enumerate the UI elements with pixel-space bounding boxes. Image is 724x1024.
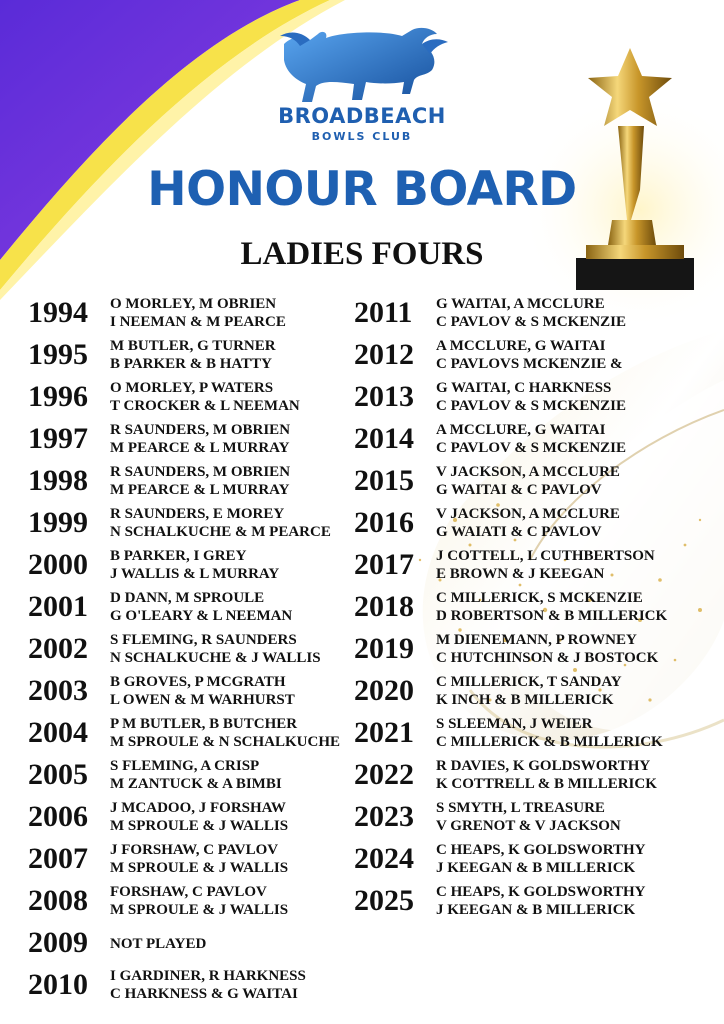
- honour-entry-2017: [354, 546, 694, 588]
- honour-entry-2020: [354, 672, 694, 714]
- entry-winners-line1: M DIENEMANN, P ROWNEY: [436, 632, 637, 648]
- entry-year: 2015: [354, 464, 414, 497]
- entry-year: 1995: [28, 338, 88, 371]
- entry-year: 2024: [354, 842, 414, 875]
- entry-winners-line2: D ROBERTSON & B MILLERICK: [436, 608, 668, 624]
- entry-winners-line2: V GRENOT & V JACKSON: [436, 818, 621, 834]
- entry-winners-line1: R SAUNDERS, E MOREY: [110, 506, 285, 522]
- entry-winners-line1: S SLEEMAN, J WEIER: [436, 716, 593, 732]
- entry-winners-line1: I GARDINER, R HARKNESS: [110, 968, 306, 984]
- entry-winners-line1: J COTTELL, L CUTHBERTSON: [436, 548, 655, 564]
- entry-winners-line2: N SCHALKUCHE & J WALLIS: [110, 650, 321, 666]
- entry-year: 2004: [28, 716, 88, 749]
- entry-winners-line2: M ZANTUCK & A BIMBI: [110, 776, 282, 792]
- honour-entry-2010: [28, 966, 368, 1008]
- entry-winners-line1: C HEAPS, K GOLDSWORTHY: [436, 884, 646, 900]
- entry-year: 2023: [354, 800, 414, 833]
- entry-winners-line1: C MILLERICK, S MCKENZIE: [436, 590, 643, 606]
- entry-winners-line2: C MILLERICK & B MILLERICK: [436, 734, 663, 750]
- honour-entry-2013: [354, 378, 694, 420]
- entry-winners-line1: C MILLERICK, T SANDAY: [436, 674, 622, 690]
- honour-entry-1995: [28, 336, 368, 378]
- honour-entry-1998: [28, 462, 368, 504]
- entry-winners-line2: G WAIATI & C PAVLOV: [436, 524, 602, 540]
- entry-winners-line2: M SPROULE & N SCHALKUCHE: [110, 734, 341, 750]
- club-logo: [262, 24, 462, 152]
- entry-winners-line1: A MCCLURE, G WAITAI: [436, 422, 606, 438]
- honour-entry-2004: [28, 714, 368, 756]
- entry-winners-line2: J WALLIS & L MURRAY: [110, 566, 280, 582]
- entry-year: 2013: [354, 380, 414, 413]
- entry-year: 2005: [28, 758, 88, 791]
- honour-entry-2025: [354, 882, 694, 924]
- honour-entry-2009: [28, 924, 368, 966]
- honour-entry-2012: [354, 336, 694, 378]
- entry-winners-line2: M SPROULE & J WALLIS: [110, 860, 289, 876]
- entry-winners-line1: V JACKSON, A MCCLURE: [436, 464, 620, 480]
- entry-winners-line2: E BROWN & J KEEGAN: [436, 566, 605, 582]
- honour-entry-2007: [28, 840, 368, 882]
- honour-entry-1999: [28, 504, 368, 546]
- honour-entry-2005: [28, 756, 368, 798]
- entry-winners-line2: I NEEMAN & M PEARCE: [110, 314, 286, 330]
- honour-entry-2011: [354, 294, 694, 336]
- entry-year: 1999: [28, 506, 88, 539]
- honour-entry-2019: [354, 630, 694, 672]
- entry-winners-line1: O MORLEY, P WATERS: [110, 380, 274, 396]
- bull-icon: [262, 24, 462, 110]
- honour-entry-2008: [28, 882, 368, 924]
- brand-tagline: BOWLS CLUB: [311, 130, 413, 143]
- entry-year: 1998: [28, 464, 88, 497]
- entry-winners-line1: A MCCLURE, G WAITAI: [436, 338, 606, 354]
- entry-winners-line1: S FLEMING, R SAUNDERS: [110, 632, 297, 648]
- entry-winners-line1: C HEAPS, K GOLDSWORTHY: [436, 842, 646, 858]
- entry-year: 2020: [354, 674, 414, 707]
- entry-year: 2006: [28, 800, 88, 833]
- entry-winners-line2: G O'LEARY & L NEEMAN: [110, 608, 293, 624]
- entry-year: 2016: [354, 506, 414, 539]
- honour-entry-1994: [28, 294, 368, 336]
- entry-winners-line2: M PEARCE & L MURRAY: [110, 482, 290, 498]
- entry-winners-line1: G WAITAI, A MCCLURE: [436, 296, 605, 312]
- honour-entry-1997: [28, 420, 368, 462]
- entry-winners-line2: B PARKER & B HATTY: [110, 356, 272, 372]
- honour-entry-1996: [28, 378, 368, 420]
- entry-winners-line1: S SMYTH, L TREASURE: [436, 800, 605, 816]
- brand-name: BROADBEACH: [278, 104, 446, 128]
- entry-winners-line2: C HARKNESS & G WAITAI: [110, 986, 298, 1002]
- entry-winners-line1: FORSHAW, C PAVLOV: [110, 884, 267, 900]
- entry-winners-line2: M SPROULE & J WALLIS: [110, 902, 289, 918]
- entry-winners-line2: M SPROULE & J WALLIS: [110, 818, 289, 834]
- entry-year: 2017: [354, 548, 414, 581]
- entry-winners-line2: C PAVLOV & S MCKENZIE: [436, 314, 627, 330]
- entry-year: 2022: [354, 758, 414, 791]
- honour-entry-2000: [28, 546, 368, 588]
- entry-winners-line1: B PARKER, I GREY: [110, 548, 247, 564]
- entry-year: 2002: [28, 632, 88, 665]
- entry-year: 2001: [28, 590, 88, 623]
- entry-winners-line1: B GROVES, P MCGRATH: [110, 674, 286, 690]
- entry-winners-line1: NOT PLAYED: [110, 936, 207, 952]
- entry-year: 2009: [28, 926, 88, 959]
- honour-entry-2021: [354, 714, 694, 756]
- entry-winners-line2: J KEEGAN & B MILLERICK: [436, 860, 636, 876]
- entry-winners-line1: O MORLEY, M OBRIEN: [110, 296, 277, 312]
- entry-year: 2019: [354, 632, 414, 665]
- entry-winners-line2: C HUTCHINSON & J BOSTOCK: [436, 650, 659, 666]
- entry-winners-line1: G WAITAI, C HARKNESS: [436, 380, 612, 396]
- entry-year: 2007: [28, 842, 88, 875]
- entry-year: 1997: [28, 422, 88, 455]
- entry-winners-line2: G WAITAI & C PAVLOV: [436, 482, 602, 498]
- entry-year: 2008: [28, 884, 88, 917]
- entry-winners-line2: L OWEN & M WARHURST: [110, 692, 295, 708]
- entry-year: 2025: [354, 884, 414, 917]
- honour-entry-2003: [28, 672, 368, 714]
- honour-entry-2002: [28, 630, 368, 672]
- honour-entry-2006: [28, 798, 368, 840]
- entry-winners-line1: V JACKSON, A MCCLURE: [436, 506, 620, 522]
- entry-year: 2018: [354, 590, 414, 623]
- entry-winners-line2: C PAVLOV & S MCKENZIE: [436, 440, 627, 456]
- entry-year: 2021: [354, 716, 414, 749]
- entry-winners-line2: C PAVLOV & S MCKENZIE: [436, 398, 627, 414]
- page-subtitle: LADIES FOURS: [240, 236, 484, 272]
- entry-winners-line1: M BUTLER, G TURNER: [110, 338, 276, 354]
- entry-winners-line2: N SCHALKUCHE & M PEARCE: [110, 524, 331, 540]
- entry-year: 2014: [354, 422, 414, 455]
- honour-entry-2001: [28, 588, 368, 630]
- entry-winners-line2: K INCH & B MILLERICK: [436, 692, 614, 708]
- entry-winners-line2: K COTTRELL & B MILLERICK: [436, 776, 657, 792]
- entry-winners-line1: J MCADOO, J FORSHAW: [110, 800, 286, 816]
- entry-winners-line2: M PEARCE & L MURRAY: [110, 440, 290, 456]
- page-title: HONOUR BOARD: [147, 162, 577, 217]
- honour-entry-2018: [354, 588, 694, 630]
- entry-winners-line1: J FORSHAW, C PAVLOV: [110, 842, 279, 858]
- honour-entry-2016: [354, 504, 694, 546]
- entry-year: 1994: [28, 296, 88, 329]
- entry-year: 2012: [354, 338, 414, 371]
- honour-entry-2015: [354, 462, 694, 504]
- honour-entry-2014: [354, 420, 694, 462]
- entry-year: 2010: [28, 968, 88, 1001]
- entry-winners-line2: J KEEGAN & B MILLERICK: [436, 902, 636, 918]
- honour-entry-2022: [354, 756, 694, 798]
- entry-winners-line1: R SAUNDERS, M OBRIEN: [110, 464, 291, 480]
- honour-entry-2024: [354, 840, 694, 882]
- honour-entry-2023: [354, 798, 694, 840]
- entry-winners-line2: T CROCKER & L NEEMAN: [110, 398, 300, 414]
- entry-year: 1996: [28, 380, 88, 413]
- entry-winners-line1: R DAVIES, K GOLDSWORTHY: [436, 758, 651, 774]
- entry-winners-line1: D DANN, M SPROULE: [110, 590, 265, 606]
- entry-year: 2003: [28, 674, 88, 707]
- entry-year: 2000: [28, 548, 88, 581]
- entry-winners-line2: C PAVLOVS MCKENZIE &: [436, 356, 623, 372]
- entry-year: 2011: [354, 296, 413, 329]
- entry-winners-line1: S FLEMING, A CRISP: [110, 758, 260, 774]
- entry-winners-line1: R SAUNDERS, M OBRIEN: [110, 422, 291, 438]
- entry-winners-line1: P M BUTLER, B BUTCHER: [110, 716, 298, 732]
